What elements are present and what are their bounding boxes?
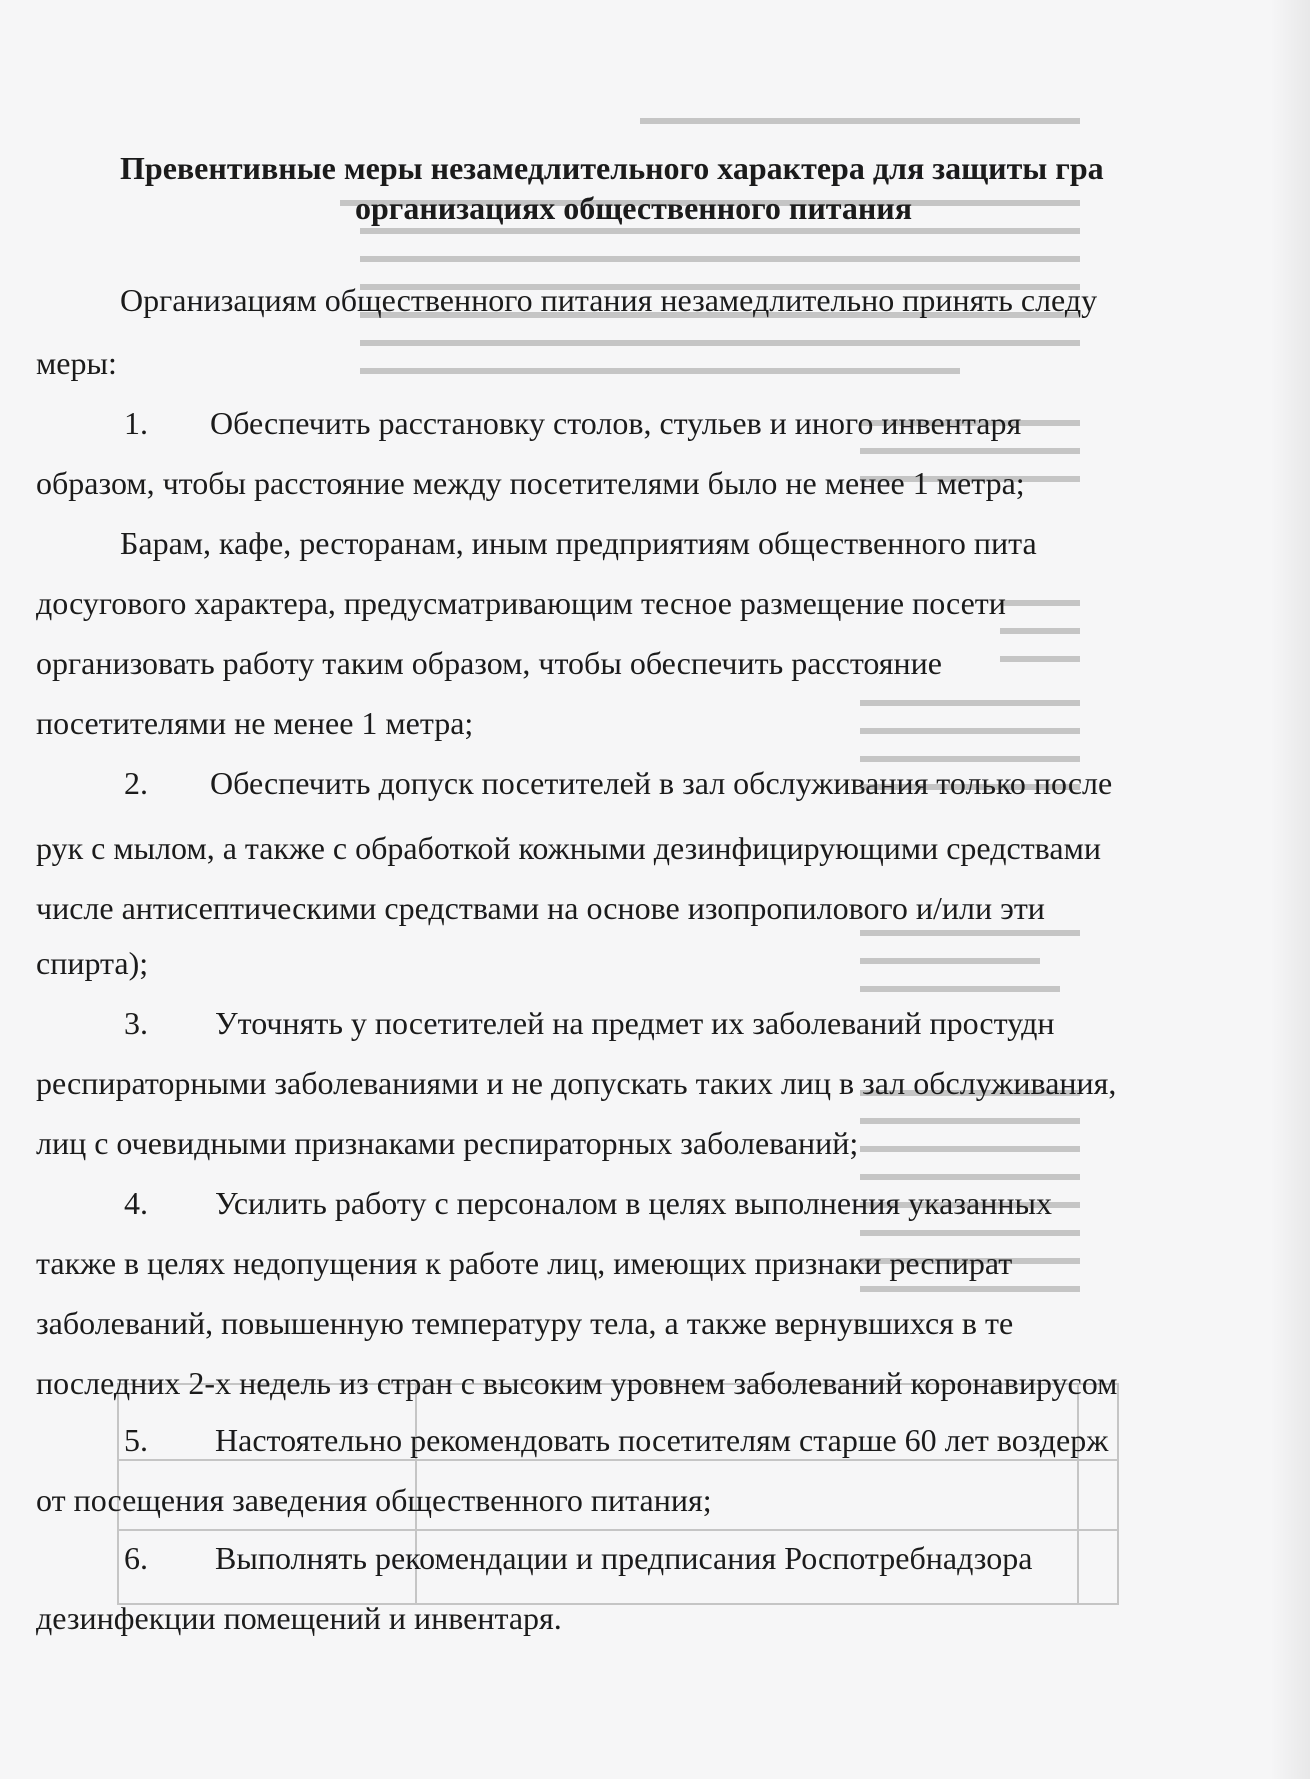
item-2-line-4: спирта); (36, 945, 149, 981)
item-5-line-2: от посещения заведения общественного питания; (36, 1482, 712, 1518)
item-1-line-2: образом, чтобы расстояние между посетителями было не менее 1 метра; (36, 465, 1025, 501)
item-4-line-4: последних 2-х недель из стран с высоким уровнем заболеваний коронавирусом (36, 1365, 1118, 1401)
item-6-line-2: дезинфекции помещений и инвентаря. (36, 1600, 562, 1636)
item-1b-line-2: досугового характера, предусматривающим тесное размещение посети (36, 585, 1006, 621)
item-1b-line-3: организовать работу таким образом, чтобы обеспечить расстояние (36, 645, 942, 681)
item-1-line-1: Обеспечить расстановку столов, стульев и иного инвентаря (210, 405, 1022, 441)
intro-line-1: Организациям общественного питания незамедлительно принять следу (120, 282, 1098, 318)
item-4-number: 4. (124, 1185, 148, 1221)
item-6-line-1: Выполнять рекомендации и предписания Роспотребнадзора (215, 1540, 1033, 1576)
item-3-line-3: лиц с очевидными признаками респираторных заболеваний; (36, 1125, 859, 1161)
item-5-line-1: Настоятельно рекомендовать посетителям старше 60 лет воздерж (215, 1422, 1109, 1458)
item-1b-line-4: посетителями не менее 1 метра; (36, 705, 474, 741)
item-1b-line-1: Барам, кафе, ресторанам, иным предприятиям общественного пита (120, 525, 1037, 561)
item-2-line-2: рук с мылом, а также с обработкой кожными дезинфицирующими средствами (36, 830, 1101, 866)
item-3-line-1: Уточнять у посетителей на предмет их заболеваний простудн (215, 1005, 1055, 1041)
intro-line-2: меры: (36, 345, 117, 381)
item-6-number: 6. (124, 1540, 148, 1576)
item-2-number: 2. (124, 765, 148, 801)
item-2-line-3: числе антисептическими средствами на основе изопропилового и/или эти (36, 890, 1045, 926)
item-4-line-1: Усилить работу с персоналом в целях выполнения указанных (215, 1185, 1052, 1221)
item-4-line-3: заболеваний, повышенную температуру тела, а также вернувшихся в те (36, 1305, 1014, 1341)
item-5-number: 5. (124, 1422, 148, 1458)
title-line-2: организациях общественного питания (355, 190, 913, 226)
item-1-number: 1. (124, 405, 148, 441)
title-line-1: Превентивные меры незамедлительного характера для защиты гра (120, 150, 1104, 186)
item-3-line-2: респираторными заболеваниями и не допускать таких лиц в зал обслуживания, (36, 1065, 1117, 1101)
item-3-number: 3. (124, 1005, 148, 1041)
item-4-line-2: также в целях недопущения к работе лиц, имеющих признаки респират (36, 1245, 1013, 1281)
item-2-line-1: Обеспечить допуск посетителей в зал обслуживания только после (210, 765, 1113, 801)
